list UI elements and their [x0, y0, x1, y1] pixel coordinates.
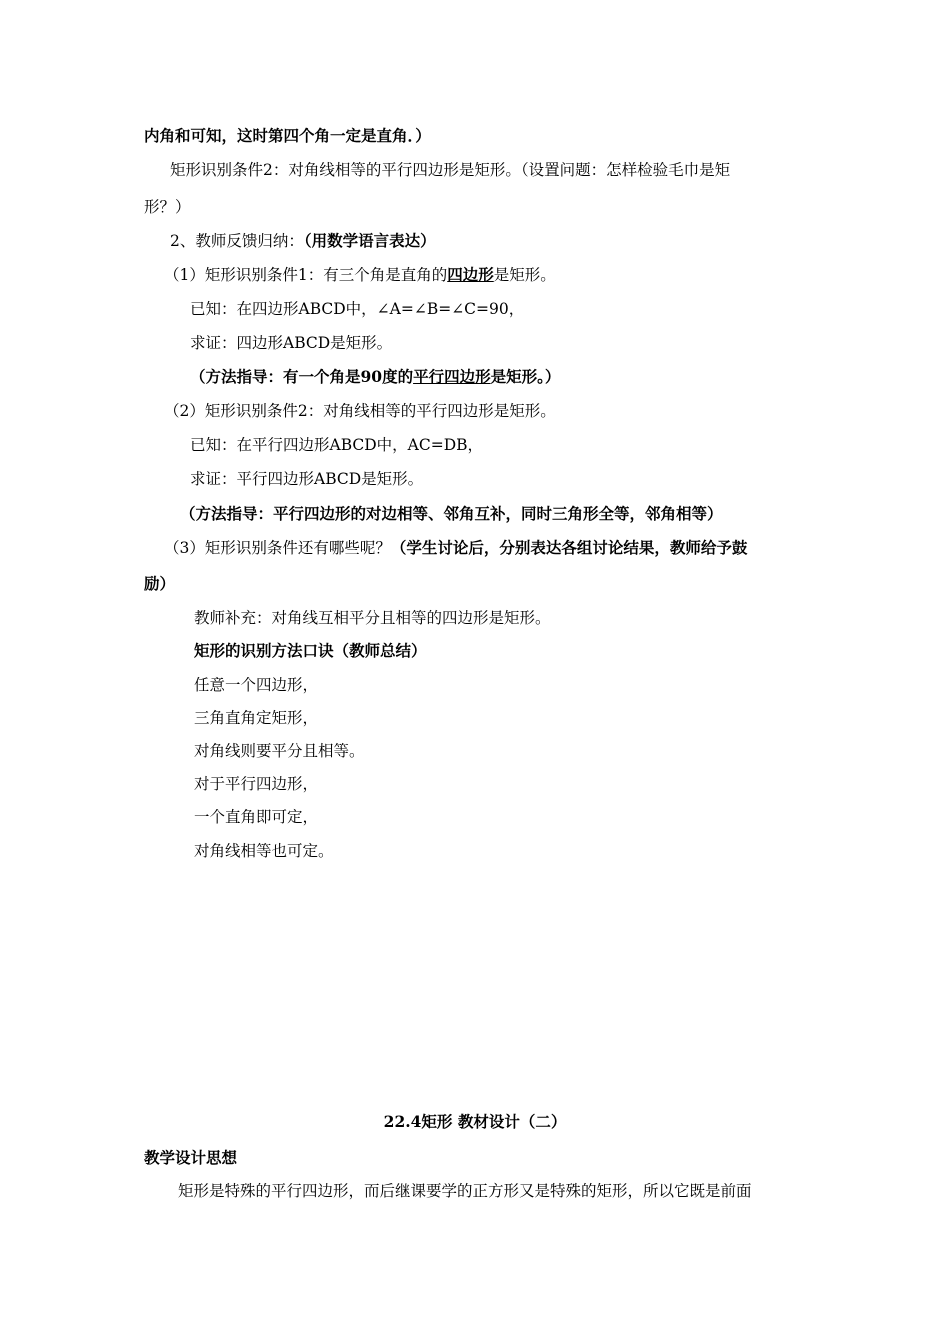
- condition-3: [164, 538, 747, 558]
- text-span: 是矩形。: [493, 266, 556, 284]
- rhyme-line: 三角直角定矩形，: [194, 709, 319, 727]
- teacher-supplement: 教师补充：对角线互相平分且相等的四边形是矩形。: [194, 609, 551, 627]
- prove-statement: 求证：四边形ABCD是矩形。: [190, 334, 393, 352]
- text-span: （3）矩形识别条件还有哪些呢？: [164, 539, 391, 557]
- design-heading: 教学设计思想: [144, 1148, 238, 1167]
- rhyme-line: 对于平行四边形，: [194, 775, 319, 793]
- section-title: 22.4矩形 教材设计（二）: [383, 1112, 567, 1131]
- text-span: 是矩形。）: [490, 367, 561, 386]
- given-statement: 已知：在四边形ABCD中，∠A=∠B=∠C=90，: [190, 300, 525, 318]
- text-span: 2、教师反馈归纳：: [170, 232, 304, 250]
- prove-statement: 求证：平行四边形ABCD是矩形。: [190, 470, 424, 488]
- text-line: 形？）: [144, 198, 191, 216]
- rhyme-line: 对角线则要平分且相等。: [194, 742, 365, 760]
- rhyme-title: 矩形的识别方法口诀（教师总结）: [194, 641, 427, 660]
- underlined-term: 平行四边形: [413, 367, 491, 386]
- method-guide: [190, 367, 560, 387]
- text-span: （方法指导：有一个角是90度的: [190, 367, 414, 386]
- text-span: （学生讨论后，分别表达各组讨论结果，教师给予鼓: [390, 538, 748, 557]
- design-paragraph: 矩形是特殊的平行四边形，而后继课要学的正方形又是特殊的矩形，所以它既是前面: [178, 1182, 752, 1200]
- rhyme-line: 任意一个四边形，: [194, 676, 319, 694]
- text-span: （1）矩形识别条件1：有三个角是直角的: [164, 266, 448, 284]
- rhyme-line: 一个直角即可定，: [194, 808, 319, 826]
- text-line: 励）: [144, 574, 176, 593]
- condition-1: [164, 265, 556, 285]
- method-guide: （方法指导：平行四边形的对边相等、邻角互补，同时三角形全等，邻角相等）: [180, 504, 723, 523]
- text-line: [170, 231, 436, 251]
- underlined-term: 四边形: [447, 265, 494, 284]
- condition-2: （2）矩形识别条件2：对角线相等的平行四边形是矩形。: [164, 402, 556, 420]
- text-line: 内角和可知，这时第四个角一定是直角．）: [144, 126, 431, 145]
- text-line: 矩形识别条件2：对角线相等的平行四边形是矩形。（设置问题：怎样检验毛巾是矩: [170, 161, 731, 179]
- text-span: （用数学语言表达）: [303, 231, 436, 250]
- given-statement: 已知：在平行四边形ABCD中，AC=DB，: [190, 436, 484, 454]
- rhyme-line: 对角线相等也可定。: [194, 842, 334, 860]
